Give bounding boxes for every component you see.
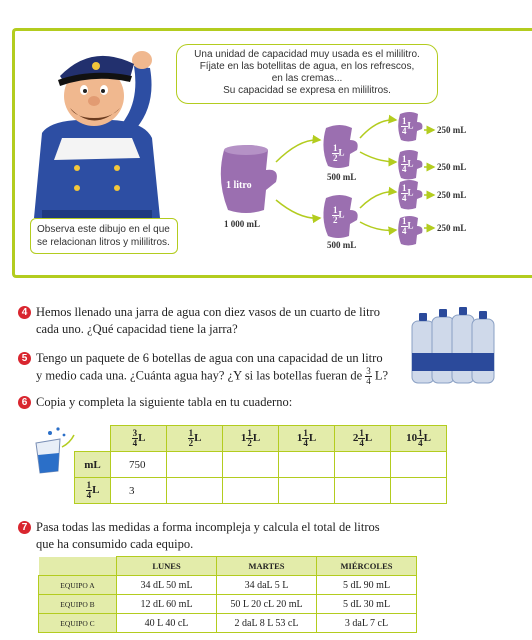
table-cell: 3 daL 7 cL	[317, 614, 417, 633]
exercise-number: 4	[18, 306, 31, 319]
caption-line: Observa este dibujo en el que	[37, 224, 170, 235]
row-header: mL	[75, 452, 111, 478]
exercise-text: Pasa todas las medidas a forma incompleja y calcula el total de litros	[36, 520, 380, 534]
table-cell	[279, 452, 335, 478]
team-label: EQUIPO B	[39, 595, 117, 614]
table-header: $\frac{1}{2}$ L	[167, 426, 223, 452]
caption-line: se relacionan litros y mililitros.	[37, 237, 170, 248]
table-cell: 34 daL 5 L	[217, 576, 317, 595]
fraction: $\frac{1}{4}$	[402, 154, 407, 174]
big-jug	[221, 145, 277, 213]
table-cell: 5 dL 30 mL	[317, 595, 417, 614]
exercise-text: Copia y completa la siguiente tabla en tu cuaderno:	[36, 395, 293, 409]
team-label: EQUIPO C	[39, 614, 117, 633]
table-header: 1 $\frac{1}{4}$ L	[279, 426, 335, 452]
quarter-jug-fraction: $\frac{1}{4}$ L	[402, 183, 414, 203]
fraction: $\frac{1}{4}$	[303, 428, 308, 448]
table-row	[39, 595, 417, 614]
fraction: $\frac{1}{4}$	[86, 480, 92, 500]
big-jug-ml: 1 000 mL	[224, 219, 260, 229]
exercise-5	[18, 350, 388, 386]
table-header: 10 $\frac{1}{4}$ L	[391, 426, 447, 452]
fraction: $\frac{1}{2}$	[333, 205, 338, 225]
fraction: $\frac{1}{2}$	[247, 428, 252, 448]
table-header: $\frac{3}{4}$ L	[111, 426, 167, 452]
row-header: $\frac{1}{4}$ L	[75, 478, 111, 504]
table-cell	[335, 478, 391, 504]
table-header: 1 $\frac{1}{2}$ L	[223, 426, 279, 452]
bubble-line: Una unidad de capacidad muy usada es el mililitro.	[194, 49, 420, 60]
exercise-7	[18, 519, 380, 553]
table-cell: 3	[111, 478, 167, 504]
fraction: $\frac{1}{2}$	[333, 143, 338, 163]
table-row	[39, 576, 417, 595]
bubble-line: Su capacidad se expresa en mililitros.	[223, 85, 391, 96]
table-header: 2 $\frac{1}{4}$ L	[335, 426, 391, 452]
table-cell: 40 L 40 cL	[117, 614, 217, 633]
exercise-text: cada uno. ¿Qué capacidad tiene la jarra?	[36, 322, 238, 336]
fraction: $\frac{3}{4}$	[132, 428, 138, 448]
exercise-number: 6	[18, 396, 31, 409]
exercise-text: L?	[374, 368, 389, 383]
glass-of-water-illustration	[30, 425, 78, 475]
table-cell: 5 dL 90 mL	[317, 576, 417, 595]
half-jug-fraction: $\frac{1}{2}$ L	[333, 143, 345, 163]
exercise-text: que ha consumido cada equipo.	[36, 537, 194, 551]
big-jug-label: 1 litro	[226, 180, 252, 191]
quarter-ml: 250 mL	[437, 162, 467, 172]
team-label: EQUIPO A	[39, 576, 117, 595]
table-cell	[167, 452, 223, 478]
table-cell	[223, 452, 279, 478]
table-cell	[223, 478, 279, 504]
quarter-ml: 250 mL	[437, 190, 467, 200]
exercise-number: 7	[18, 521, 31, 534]
water-bottles-illustration	[408, 303, 500, 391]
table-cell	[391, 452, 447, 478]
speech-bubble	[176, 44, 438, 104]
table-cell: 50 L 20 cL 20 mL	[217, 595, 317, 614]
fraction: $\frac{3}{4}$	[366, 366, 371, 386]
table-cell	[167, 478, 223, 504]
table-row	[39, 614, 417, 633]
quarter-jug-fraction: $\frac{1}{4}$ L	[402, 216, 414, 236]
caption-box	[30, 218, 178, 254]
table-cell: 2 daL 8 L 53 cL	[217, 614, 317, 633]
column-header: MARTES	[217, 557, 317, 576]
exercise-number: 5	[18, 352, 31, 365]
half-ml-bottom: 500 mL	[327, 240, 357, 250]
column-header: LUNES	[117, 557, 217, 576]
table-cell: 34 dL 50 mL	[117, 576, 217, 595]
quarter-ml: 250 mL	[437, 125, 467, 135]
table-cell: 750	[111, 452, 167, 478]
fraction: $\frac{1}{4}$	[402, 216, 407, 236]
officer-illustration	[22, 38, 172, 223]
half-jug-fraction: $\frac{1}{2}$ L	[333, 205, 345, 225]
bubble-line: Fíjate en las botellitas de agua, en los refrescos,	[199, 61, 415, 72]
consumption-table	[38, 556, 417, 633]
exercise-4	[18, 304, 380, 338]
quarter-jug-fraction: $\frac{1}{4}$ L	[402, 116, 414, 136]
exercise-text: Tengo un paquete de 6 botellas de agua con una capacidad de un litro	[36, 351, 383, 365]
table-cell	[279, 478, 335, 504]
table-cell	[335, 452, 391, 478]
column-header: MIÉRCOLES	[317, 557, 417, 576]
exercise-text: y medio cada una. ¿Cuánta agua hay? ¿Y si las botellas fueran de	[36, 368, 363, 383]
fraction: $\frac{1}{4}$	[359, 428, 364, 448]
exercise-6	[18, 394, 292, 411]
fraction: $\frac{1}{4}$	[418, 428, 423, 448]
table-cell	[391, 478, 447, 504]
table-cell: 12 dL 60 mL	[117, 595, 217, 614]
fraction: $\frac{1}{2}$	[188, 428, 194, 448]
fraction: $\frac{1}{4}$	[402, 183, 407, 203]
exercise-text: Hemos llenado una jarra de agua con diez vasos de un cuarto de litro	[36, 305, 380, 319]
quarter-ml: 250 mL	[437, 223, 467, 233]
conversion-table	[74, 425, 447, 504]
fraction: $\frac{1}{4}$	[402, 116, 407, 136]
half-ml-top: 500 mL	[327, 172, 357, 182]
bubble-line: en las cremas...	[271, 73, 343, 84]
quarter-jug-fraction: $\frac{1}{4}$ L	[402, 154, 414, 174]
